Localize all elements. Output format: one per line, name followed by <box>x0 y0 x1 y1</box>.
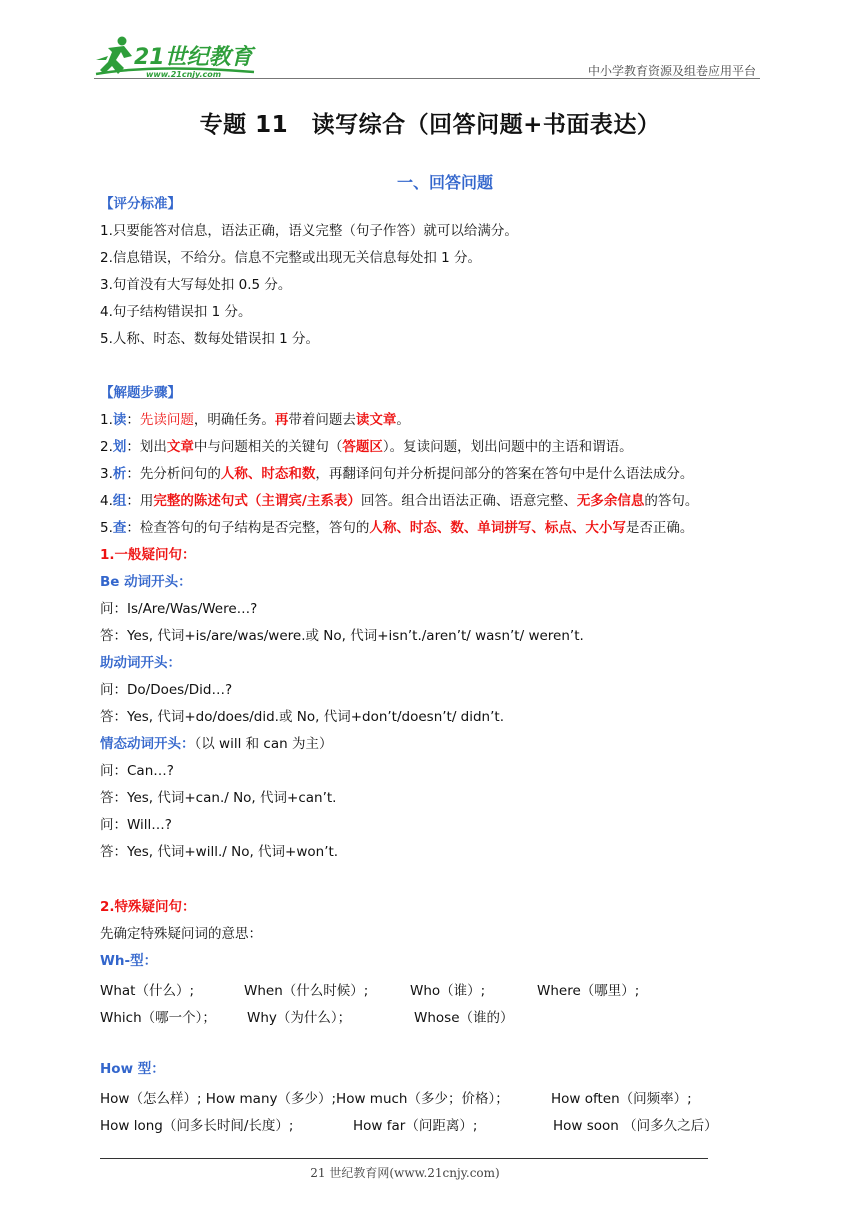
section-title: 一、回答问题 <box>396 173 493 192</box>
step-text: ：检查答句的句子结构是否完整，答句的 <box>126 520 370 536</box>
step-text: 回答。组合出语法正确、语意完整、 <box>360 493 577 509</box>
platform-label: 中小学教育资源及组卷应用平台 <box>587 64 756 78</box>
step-highlight: 人称、时态和数 <box>220 466 316 482</box>
step-highlight: 先读问题 <box>139 412 194 428</box>
scoring-item: 4.句子结构错误扣 1 分。 <box>100 304 252 320</box>
footer-text: 21 世纪教育网(www.21cnjy.com) <box>310 1166 500 1180</box>
step-text: ）。复读问题，划出问题中的主语和谓语。 <box>382 439 633 455</box>
scoring-heading: 【评分标准】 <box>100 196 181 212</box>
scoring-item: 3.句首没有大写每处扣 0.5 分。 <box>100 277 292 293</box>
step-keyword: 读 <box>112 412 127 428</box>
how-word: How soon （问多久之后） <box>553 1118 718 1134</box>
can-question: 问：Can…? <box>100 763 174 779</box>
will-answer: 答：Yes, 代词+will./ No, 代词+won’t. <box>100 844 339 860</box>
step-text: ： <box>126 412 140 428</box>
how-heading: How 型： <box>100 1061 165 1077</box>
step-highlight: 无多余信息 <box>576 493 645 509</box>
modal-line <box>100 735 332 753</box>
step-text: 的答句。 <box>644 493 699 509</box>
how-word: How long（问多长时间/长度）; <box>100 1118 294 1134</box>
step-highlight: 文章 <box>166 439 194 455</box>
page-title: 专题 11 读写综合（回答问题+书面表达） <box>199 112 661 138</box>
step-text: ，再翻译问句并分析提问部分的答案在答句中是什么语法成分。 <box>315 466 694 482</box>
wh-word: Whose（谁的） <box>414 1010 514 1026</box>
step-number: 1. <box>100 412 113 428</box>
how-word: How often（问频率）; <box>551 1091 692 1107</box>
wh-heading: Wh-型： <box>100 953 158 969</box>
step-text: ：用 <box>126 493 154 509</box>
page-header <box>94 30 760 80</box>
aux-answer: 答：Yes, 代词+do/does/did.或 No, 代词+don’t/doesn’t/ didn’t. <box>100 709 504 725</box>
wh-word: Why（为什么）； <box>247 1010 352 1026</box>
step-text: ，明确任务。 <box>193 412 275 428</box>
step-number: 2. <box>100 439 113 455</box>
special-intro: 先确定特殊疑问词的意思： <box>100 926 262 942</box>
step-highlight: 答题区 <box>342 439 383 455</box>
how-word: How（怎么样）; How many（多少）;How much（多少；价格）； <box>100 1091 509 1107</box>
step-highlight: 人称、时态、数、单词拼写、标点、大小写 <box>369 520 626 536</box>
wh-word: Where（哪里）; <box>537 983 640 999</box>
scoring-item: 5.人称、时态、数每处错误扣 1 分。 <box>100 331 320 347</box>
step-mark <box>100 438 633 456</box>
step-text: 是否正确。 <box>625 520 694 536</box>
be-question: 问：Is/Are/Was/Were…? <box>100 601 258 617</box>
step-keyword: 析 <box>112 466 127 482</box>
wh-word: What（什么）; <box>100 983 195 999</box>
will-question: 问：Will…? <box>100 817 172 833</box>
wh-word: When（什么时候）; <box>244 983 369 999</box>
be-answer: 答：Yes, 代词+is/are/was/were.或 No, 代词+isn’t./aren’t/ wasn’t/ weren’t. <box>100 628 584 644</box>
step-analyze <box>100 465 693 483</box>
step-keyword: 划 <box>112 439 127 455</box>
step-keyword: 查 <box>112 520 127 536</box>
can-answer: 答：Yes, 代词+can./ No, 代词+can’t. <box>100 790 337 806</box>
step-text: 中与问题相关的关键句（ <box>193 439 343 455</box>
21cnjy-logo <box>94 34 264 78</box>
special-heading: 2.特殊疑问句： <box>100 899 196 915</box>
modal-note: （以 will 和 can 为主） <box>194 736 333 752</box>
step-keyword: 组 <box>112 493 127 509</box>
step-text: 。 <box>396 412 410 428</box>
step-number: 5. <box>100 520 113 536</box>
step-number: 3. <box>100 466 113 482</box>
how-word: How far（问距离）; <box>353 1118 478 1134</box>
step-text: 带着问题去 <box>288 412 356 428</box>
logo-url: www.21cnjy.com <box>146 70 222 78</box>
step-highlight: 完整的陈述句式（主谓宾/主系表） <box>153 493 361 509</box>
step-highlight: 再 <box>274 412 289 428</box>
aux-question: 问：Do/Does/Did…? <box>100 682 233 698</box>
steps-heading: 【解题步骤】 <box>100 385 181 401</box>
step-number: 4. <box>100 493 113 509</box>
step-text: ：先分析问句的 <box>126 466 221 482</box>
step-text: ：划出 <box>126 439 167 455</box>
wh-word: Who（谁）; <box>410 983 486 999</box>
step-check <box>100 519 693 537</box>
step-highlight: 读文章 <box>355 412 397 428</box>
aux-verb-heading: 助动词开头： <box>100 655 181 671</box>
header-divider <box>94 78 760 79</box>
yesno-heading: 1.一般疑问句： <box>100 547 196 563</box>
be-verb-heading: Be 动词开头： <box>100 574 192 590</box>
step-read <box>100 411 410 429</box>
logo-text: 21世纪教育 <box>134 45 253 70</box>
scoring-item: 2.信息错误，不给分。信息不完整或出现无关信息每处扣 1 分。 <box>100 250 482 266</box>
scoring-item: 1.只要能答对信息，语法正确，语义完整（句子作答）就可以给满分。 <box>100 223 518 239</box>
modal-heading: 情态动词开头： <box>100 736 195 752</box>
wh-word: Which（哪一个）； <box>100 1010 216 1026</box>
step-compose <box>100 492 698 510</box>
footer-divider <box>100 1158 708 1159</box>
